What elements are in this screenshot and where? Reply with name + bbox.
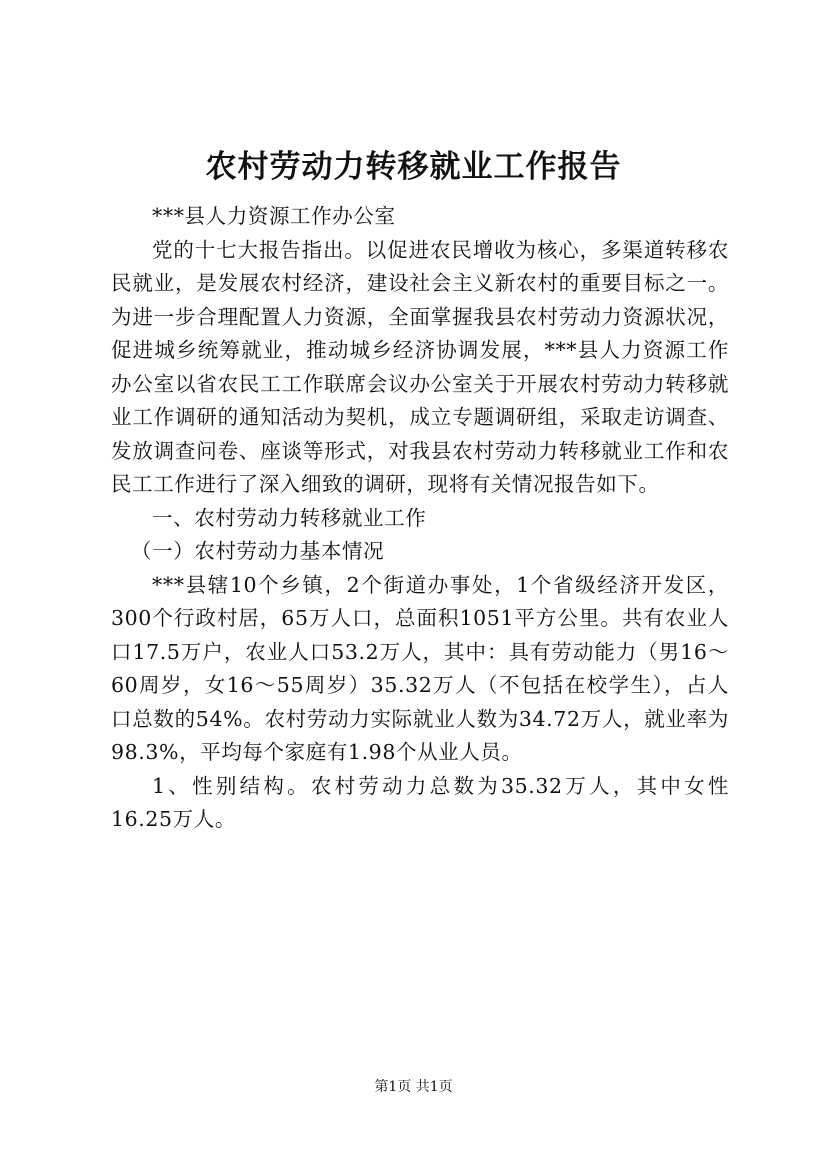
section-heading: 一、农村劳动力转移就业工作 — [152, 505, 427, 530]
subsection-heading: （一）农村劳动力基本情况 — [131, 539, 385, 563]
page-footer: 第1页 共1页 — [374, 1079, 453, 1095]
intro-paragraph: 党的十七大报告指出。以促进农民增收为核心，多渠道转移农民就业，是发展农村经济，建设社会主义新农村的重要目标之一。为进一步合理配置人力资源，全面掌握我县农村劳动力资源状况，促进城乡统筹就业，推动城乡经济协调发展，***县人力资源工作办公室以省农民工工作联席会议办公室关于开展农村劳动力转移就业工作调研的通知活动为契机，成立专题调研组，采取走访调查、发放调查问卷、座谈等形式，对我县农村劳动力转移就业工作和农民工工作进行了深入细致的调研，现将有关情况报告如下。 — [111, 237, 729, 496]
author-line: ***县人力资源工作办公室 — [152, 204, 396, 228]
gender-structure-paragraph: 1、性别结构。农村劳动力总数为35.32万人，其中女性16.25万人。 — [111, 773, 729, 831]
document-body — [111, 200, 729, 837]
document-title: 农村劳动力转移就业工作报告 — [205, 149, 622, 185]
basic-info-paragraph: ***县辖10个乡镇，2个街道办事处，1个省级经济开发区，300个行政村居，65万人口，总面积1051平方公里。共有农业人口17.5万户，农业人口53.2万人，其中：具有劳动能力（男16～60周岁，女16～55周岁）35.32万人（不包括在校学生），占人口总数的54%。农村劳动力实际就业人数为34.72万人，就业率为98.3%，平均每个家庭有1.98个从业人员。 — [111, 572, 729, 764]
